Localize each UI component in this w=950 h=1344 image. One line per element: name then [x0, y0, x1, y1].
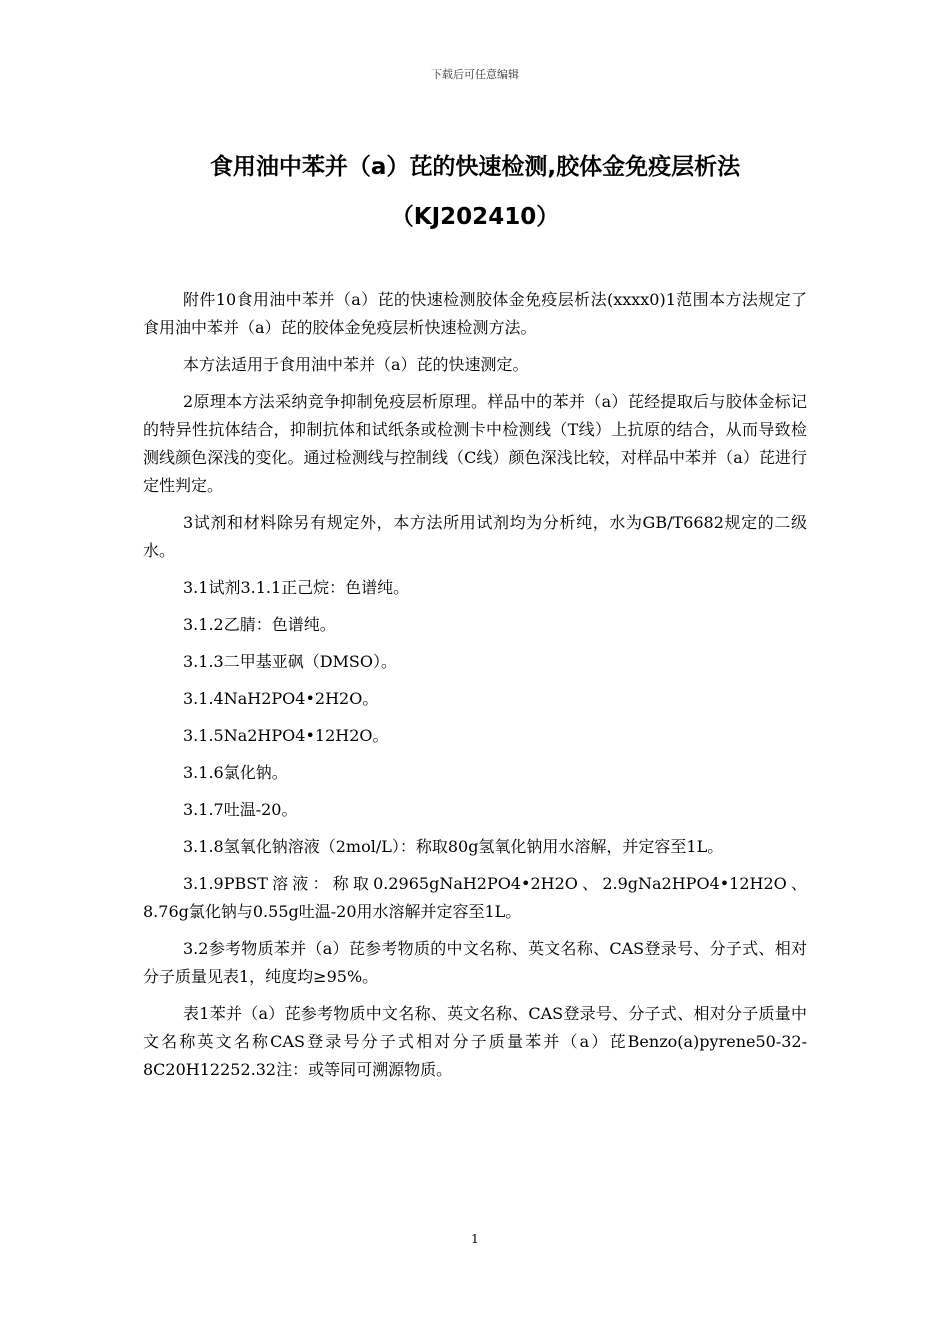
- paragraph-reagent-3-1-7: 3.1.7吐温-20。: [183, 800, 298, 819]
- paragraph-reagent-3-1-2: 3.1.2乙腈：色谱纯。: [183, 615, 336, 634]
- paragraph-principle: 2原理本方法采纳竞争抑制免疫层析原理。样品中的苯并（a）芘经提取后与胶体金标记的特异性抗体结合，抑制抗体和试纸条或检测卡中检测线（T线）上抗原的结合，从而导致检测线颜色深浅的变化。通过检测线与控制线（C线）颜色深浅比较，对样品中苯并（a）芘进行定性判定。: [143, 392, 807, 495]
- paragraph-reference-material: 3.2参考物质苯并（a）芘参考物质的中文名称、英文名称、CAS登录号、分子式、相对分子质量见表1，纯度均≥95%。: [143, 939, 807, 986]
- paragraph-reagent-3-1-9: 3.1.9PBST溶液：称取0.2965gNaH2PO4•2H2O、2.9gNa2HPO4•12H2O、8.76g氯化钠与0.55g吐温-20用水溶解并定容至1L。: [143, 874, 807, 921]
- document-code: （KJ202410）: [390, 204, 560, 230]
- paragraph-scope: 附件10食用油中苯并（a）芘的快速检测胶体金免疫层析法(xxxx0)1范围本方法规定了食用油中苯并（a）芘的胶体金免疫层析快速检测方法。: [143, 290, 807, 337]
- paragraph-reagent-3-1-5: 3.1.5Na2HPO4•12H2O。: [183, 726, 389, 745]
- document-body: [143, 286, 807, 1093]
- paragraph-reagent-3-1-6: 3.1.6氯化钠。: [183, 763, 288, 782]
- page-number: 1: [471, 1232, 479, 1246]
- paragraph-reagents: 3试剂和材料除另有规定外，本方法所用试剂均为分析纯，水为GB/T6682规定的二级水。: [143, 513, 807, 560]
- paragraph-reagent-3-1: 3.1试剂3.1.1正己烷：色谱纯。: [183, 578, 410, 597]
- paragraph-reagent-3-1-3: 3.1.3二甲基亚砜（DMSO）。: [183, 652, 398, 671]
- paragraph-table-1: 表1苯并（a）芘参考物质中文名称、英文名称、CAS登录号、分子式、相对分子质量中文名称英文名称CAS登录号分子式相对分子质量苯并（a）芘Benzo(a)pyrene50-32-8C20H12252.32注：或等同可溯源物质。: [143, 1004, 807, 1079]
- document-title: 食用油中苯并（a）芘的快速检测,胶体金免疫层析法: [209, 154, 741, 180]
- header-note: 下载后可任意编辑: [431, 68, 519, 81]
- paragraph-applicability: 本方法适用于食用油中苯并（a）芘的快速测定。: [183, 355, 529, 374]
- paragraph-reagent-3-1-8: 3.1.8氢氧化钠溶液（2mol/L）：称取80g氢氧化钠用水溶解，并定容至1L。: [183, 837, 724, 856]
- paragraph-reagent-3-1-4: 3.1.4NaH2PO4•2H2O。: [183, 689, 379, 708]
